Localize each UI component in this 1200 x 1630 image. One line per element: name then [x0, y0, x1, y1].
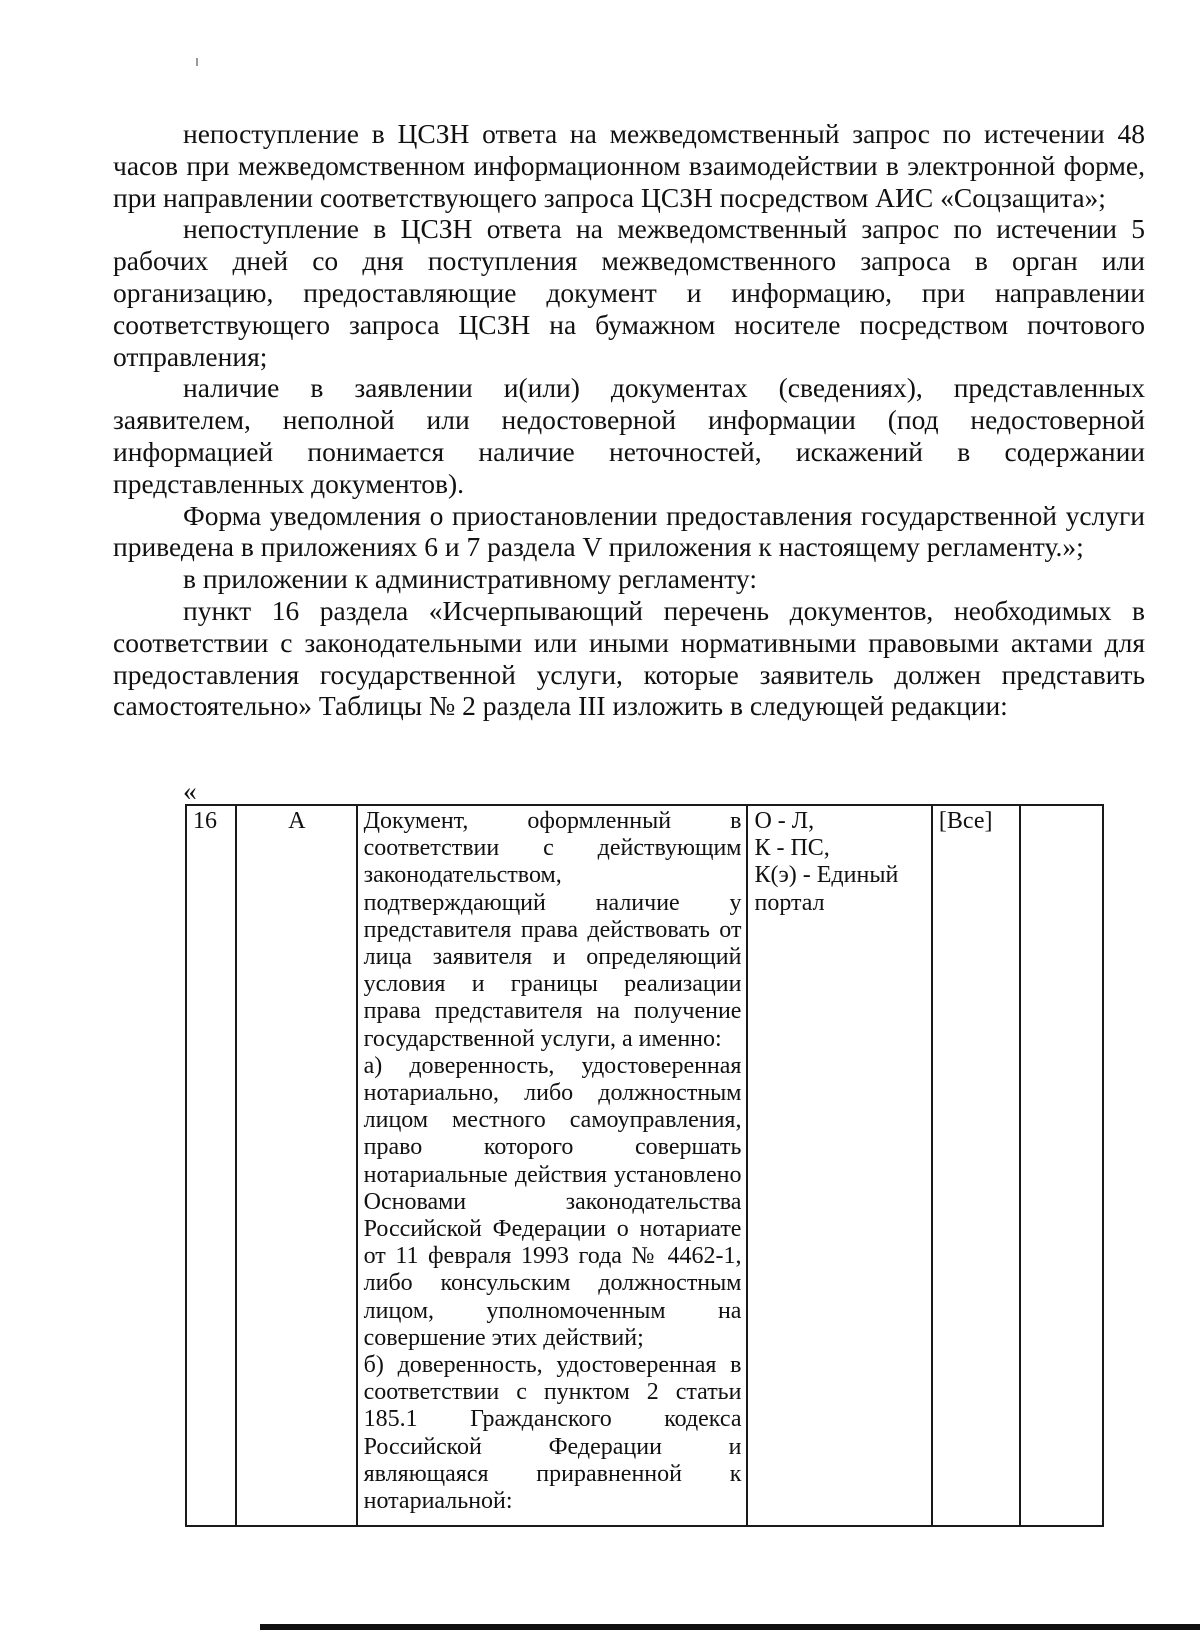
documents-table [185, 804, 1104, 1527]
scan-edge [260, 1624, 1200, 1630]
document-description-intro: Документ, оформленный в соответствии с действующим законодательством, подтверждающий наличие у представителя права действовать от лица заявителя и определяющий условия и границы реализации права представителя на получение государственной услуги, а именно: [363, 808, 742, 1052]
document-item-b: б) доверенность, удостоверенная в соответствии с пунктом 2 статьи 185.1 Гражданского кодекса Российской Федерации и являющаяся приравненной к нотариальной: [363, 1352, 742, 1515]
form-line-1: О - Л, [754, 808, 815, 834]
row-code-cell: А [236, 805, 356, 1526]
category-cell: [Все] [932, 805, 1020, 1526]
form-line-2: К - ПС, [754, 835, 830, 862]
document-description-cell [357, 805, 748, 1526]
form-line-3: К(э) - Единый портал [754, 862, 899, 916]
empty-cell [1020, 805, 1103, 1526]
table-row [186, 805, 1103, 1526]
paragraph-1: непоступление в ЦСЗН ответа на межведомственный запрос по истечении 48 часов при межведомственном информационном взаимодействии в электронной форме, при направлении соответствующего запроса ЦСЗН посредством АИС «Соцзащита»; [113, 118, 1145, 213]
row-number-cell: 16 [186, 805, 236, 1526]
opening-quote: « [183, 775, 197, 806]
paragraph-2: непоступление в ЦСЗН ответа на межведомственный запрос по истечении 5 рабочих дней со дня поступления межведомственного запроса в орган или организацию, предоставляющие документ и информацию, при направлении соответствующего запроса ЦСЗН на бумажном носителе посредством почтового отправления; [113, 213, 1145, 372]
paragraph-3: наличие в заявлении и(или) документах (сведениях), представленных заявителем, неполной или недостоверной информации (под недостоверной информацией понимается наличие неточностей, искажений в содержании представленных документов). [113, 372, 1145, 499]
paragraph-6: пункт 16 раздела «Исчерпывающий перечень документов, необходимых в соответствии с законодательными или иными нормативными правовыми актами для предоставления государственной услуги, которые заявитель должен представить самостоятельно» Таблицы № 2 раздела III изложить в следующей редакции: [113, 594, 1145, 722]
document-item-a: а) доверенность, удостоверенная нотариально, либо должностным лицом местного самоуправления, право которого совершать нотариальные действия установлено Основами законодательства Российской Федерации о нотариате от 11 февраля 1993 года № 4462-1, либо консульским должностным лицом, уполномоченным на совершение этих действий; [363, 1052, 742, 1351]
paragraph-5: в приложении к административному регламенту: [183, 563, 757, 595]
paragraph-4: Форма уведомления о приостановлении предоставления государственной услуги приведена в приложениях 6 и 7 раздела V приложения к настоящему регламенту.»; [113, 499, 1145, 563]
submission-form-cell [747, 805, 931, 1526]
body-text [113, 118, 1145, 722]
scan-mark [196, 58, 198, 66]
